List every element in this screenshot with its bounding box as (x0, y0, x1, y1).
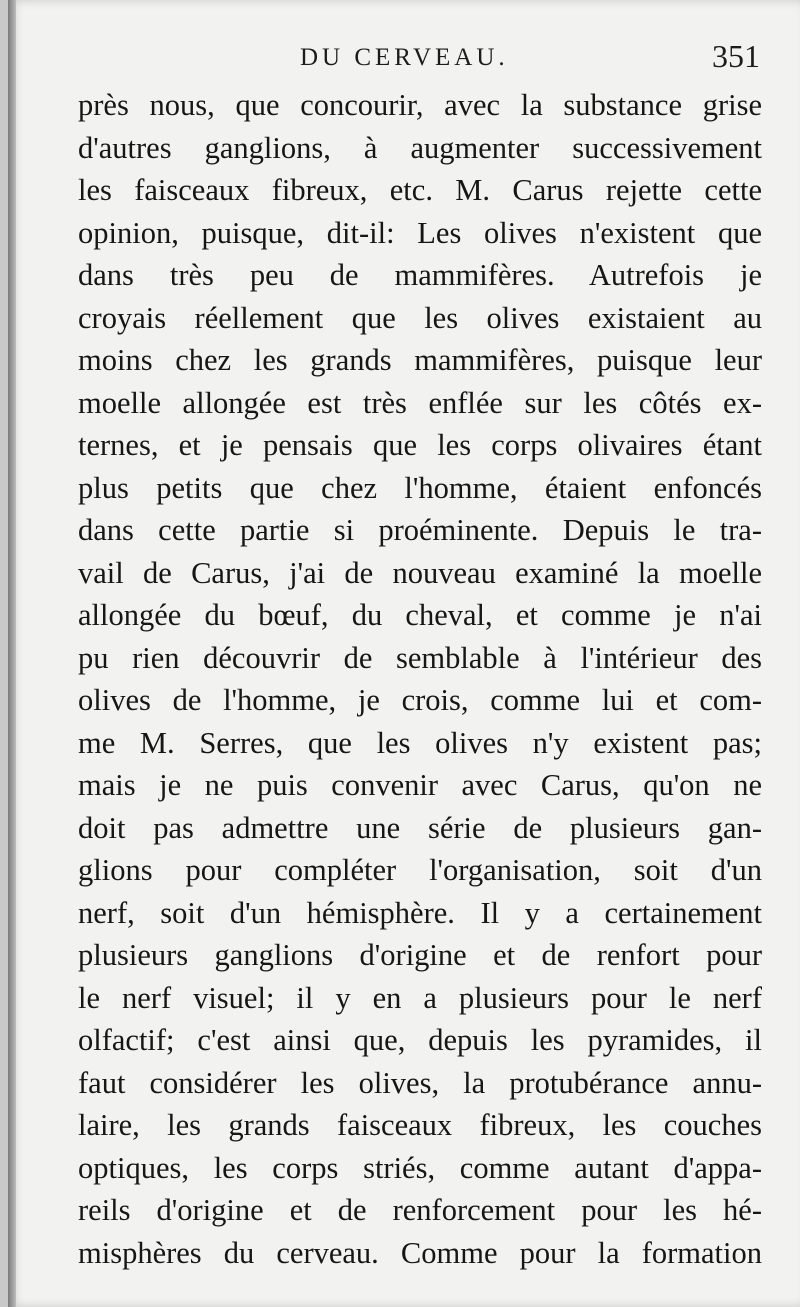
body-text (78, 84, 762, 1274)
text-line: allongée du bœuf, du cheval, et comme je n'ai (78, 598, 762, 632)
text-line: dans très peu de mammifères. Autrefois je (78, 258, 762, 292)
text-line: optiques, les corps striés, comme autant d'appa- (78, 1150, 762, 1185)
text-line: laire, les grands faisceaux fibreux, les couches (78, 1108, 762, 1142)
text-line: croyais réellement que les olives existaient au (78, 300, 762, 335)
text-line: doit pas admettre une série de plusieurs gan- (78, 810, 762, 845)
text-line: les faisceaux fibreux, etc. M. Carus rejette cette (78, 173, 762, 207)
text-line: faut considérer les olives, la protubérance annu- (78, 1065, 762, 1100)
text-line: moins chez les grands mammifères, puisque leur (78, 343, 762, 377)
text-line: plus petits que chez l'homme, étaient enfoncés (78, 470, 762, 505)
text-line: vail de Carus, j'ai de nouveau examiné la moelle (78, 555, 762, 590)
book-page (8, 0, 800, 1307)
text-line: pu rien découvrir de semblable à l'intérieur des (78, 640, 762, 675)
text-line: opinion, puisque, dit-il: Les olives n'existent que (78, 215, 762, 250)
text-line: le nerf visuel; il y en a plusieurs pour le nerf (78, 980, 762, 1015)
running-head (8, 38, 800, 78)
text-line: reils d'origine et de renforcement pour les hé- (78, 1193, 762, 1227)
text-line: dans cette partie si proéminente. Depuis le tra- (78, 513, 762, 547)
text-line: mais je ne puis convenir avec Carus, qu'on ne (78, 768, 762, 802)
text-line: ternes, et je pensais que les corps olivaires étant (78, 428, 762, 462)
running-head-title: DU CERVEAU. (300, 44, 509, 71)
text-line: me M. Serres, que les olives n'y existent pas; (78, 725, 762, 760)
text-line: plusieurs ganglions d'origine et de renfort pour (78, 938, 762, 972)
text-line: olfactif; c'est ainsi que, depuis les pyramides, il (78, 1023, 762, 1057)
text-line: près nous, que concourir, avec la substance grise (78, 88, 762, 122)
text-line: d'autres ganglions, à augmenter successivement (78, 130, 762, 165)
text-line: moelle allongée est très enflée sur les côtés ex- (78, 385, 762, 420)
text-line: misphères du cerveau. Comme pour la formation (78, 1235, 762, 1270)
page-number: 351 (712, 38, 760, 74)
text-line: olives de l'homme, je crois, comme lui et com- (78, 683, 762, 717)
page-binding-edge (8, 0, 16, 1307)
text-line: glions pour compléter l'organisation, soit d'un (78, 853, 762, 887)
text-line: nerf, soit d'un hémisphère. Il y a certainement (78, 895, 762, 930)
